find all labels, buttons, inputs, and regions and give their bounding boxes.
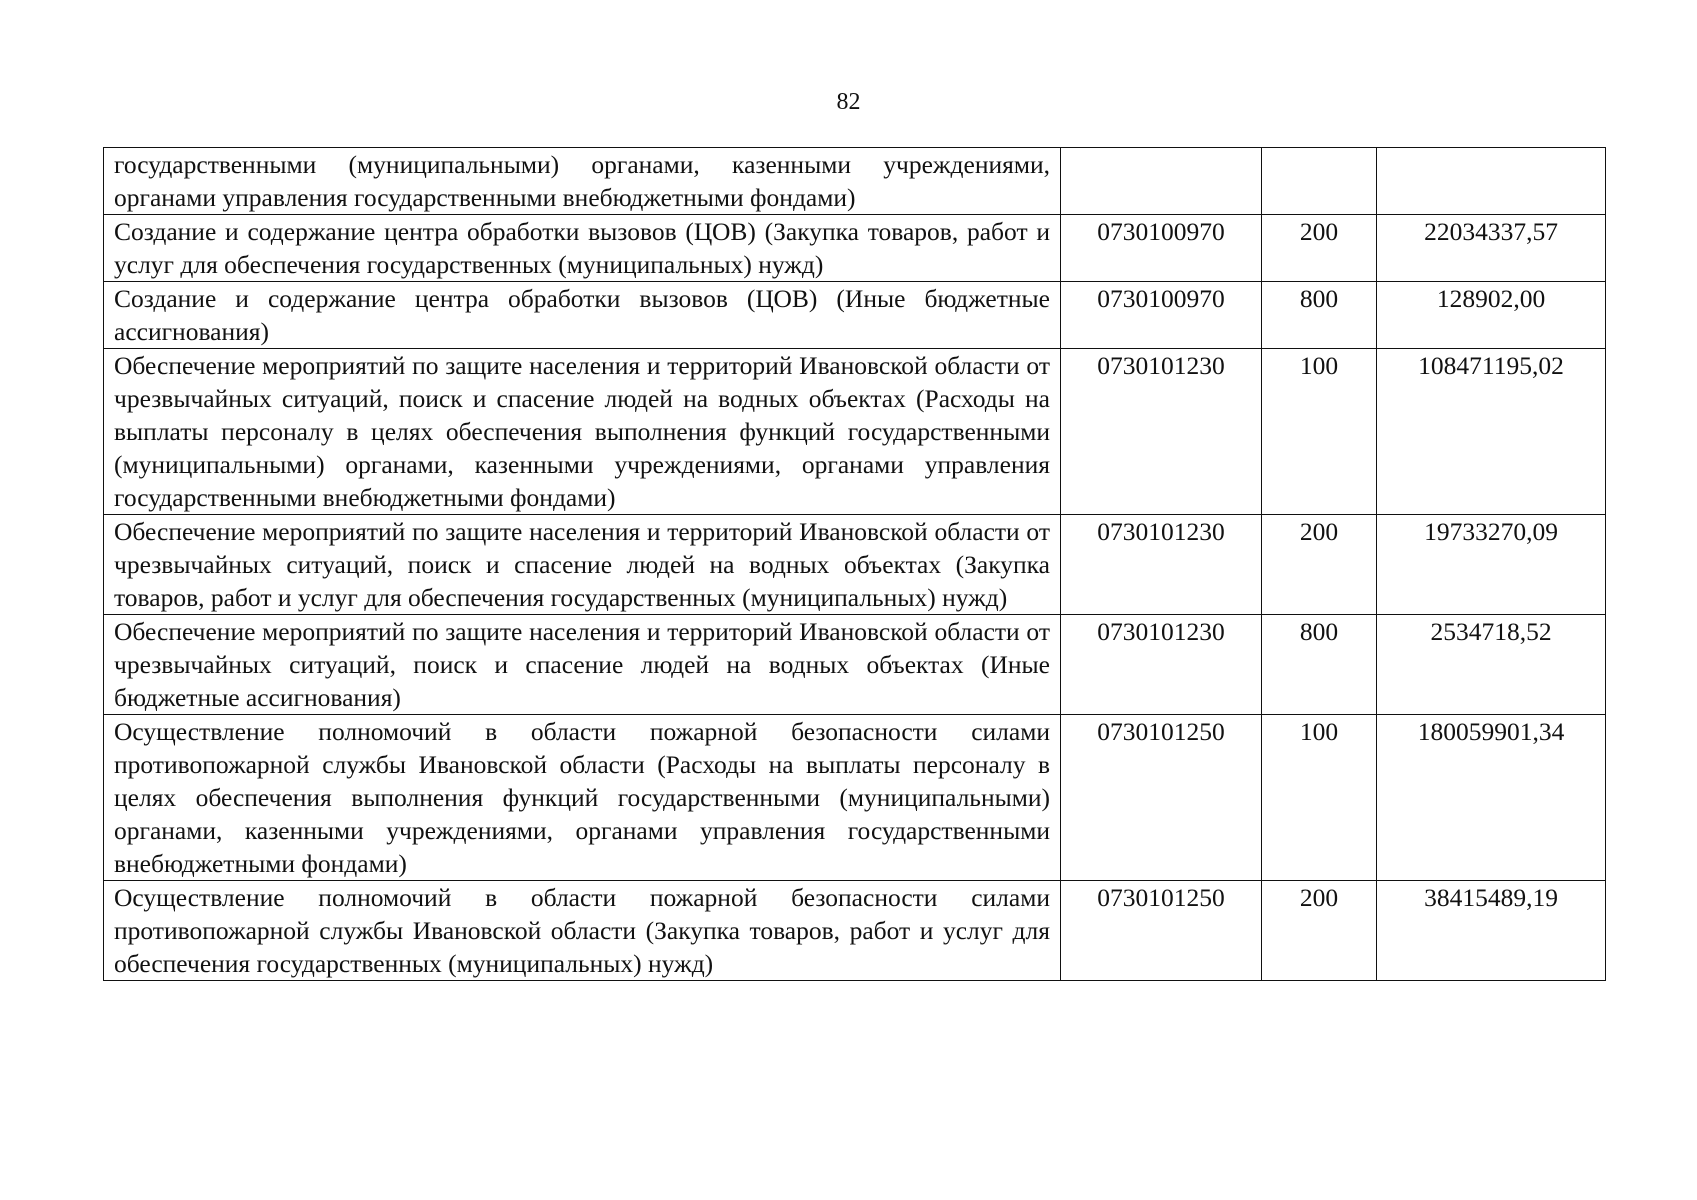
row-expense-type: 100 [1262, 715, 1377, 881]
row-expense-type [1262, 148, 1377, 215]
row-expense-type: 200 [1262, 515, 1377, 615]
row-code: 0730101250 [1061, 715, 1262, 881]
row-description: Осуществление полномочий в области пожарной безопасности силами противопожарной службы Ивановской области (Закупка товаров, работ и услуг для обеспечения государственных (муниципальных) нужд) [104, 881, 1061, 981]
row-code: 0730101230 [1061, 349, 1262, 515]
table-row [104, 282, 1606, 349]
row-code: 0730101230 [1061, 515, 1262, 615]
row-code: 0730101230 [1061, 615, 1262, 715]
row-description: Создание и содержание центра обработки вызовов (ЦОВ) (Закупка товаров, работ и услуг для обеспечения государственных (муниципальных) нужд) [104, 215, 1061, 282]
page-number: 82 [836, 89, 861, 115]
row-code: 0730101250 [1061, 881, 1262, 981]
row-description: Обеспечение мероприятий по защите населения и территорий Ивановской области от чрезвычайных ситуаций, поиск и спасение людей на водных объектах (Иные бюджетные ассигнования) [104, 615, 1061, 715]
row-amount: 22034337,57 [1377, 215, 1606, 282]
row-amount [1377, 148, 1606, 215]
row-description: Создание и содержание центра обработки вызовов (ЦОВ) (Иные бюджетные ассигнования) [104, 282, 1061, 349]
row-expense-type: 800 [1262, 282, 1377, 349]
row-amount: 180059901,34 [1377, 715, 1606, 881]
row-description: Обеспечение мероприятий по защите населения и территорий Ивановской области от чрезвычайных ситуаций, поиск и спасение людей на водных объектах (Закупка товаров, работ и услуг для обеспечения государственных (муниципальных) нужд) [104, 515, 1061, 615]
table-row [104, 881, 1606, 981]
row-description: государственными (муниципальными) органами, казенными учреждениями, органами управления государственными внебюджетными фондами) [104, 148, 1061, 215]
table-row [104, 349, 1606, 515]
row-amount: 19733270,09 [1377, 515, 1606, 615]
row-code: 0730100970 [1061, 282, 1262, 349]
row-amount: 38415489,19 [1377, 881, 1606, 981]
row-expense-type: 200 [1262, 881, 1377, 981]
table-row [104, 515, 1606, 615]
table-row [104, 615, 1606, 715]
row-expense-type: 100 [1262, 349, 1377, 515]
row-amount: 128902,00 [1377, 282, 1606, 349]
row-amount: 108471195,02 [1377, 349, 1606, 515]
budget-table [103, 147, 1606, 981]
table-row [104, 215, 1606, 282]
table-row [104, 148, 1606, 215]
row-expense-type: 200 [1262, 215, 1377, 282]
row-amount: 2534718,52 [1377, 615, 1606, 715]
row-expense-type: 800 [1262, 615, 1377, 715]
row-code: 0730100970 [1061, 215, 1262, 282]
table-row [104, 715, 1606, 881]
row-code [1061, 148, 1262, 215]
row-description: Осуществление полномочий в области пожарной безопасности силами противопожарной службы Ивановской области (Расходы на выплаты персоналу в целях обеспечения выполнения функций государственными (муниципальными) органами, казенными учреждениями, органами управления государственными внебюджетными фондами) [104, 715, 1061, 881]
row-description: Обеспечение мероприятий по защите населения и территорий Ивановской области от чрезвычайных ситуаций, поиск и спасение людей на водных объектах (Расходы на выплаты персоналу в целях обеспечения выполнения функций государственными (муниципальными) органами, казенными учреждениями, органами управления государственными внебюджетными фондами) [104, 349, 1061, 515]
